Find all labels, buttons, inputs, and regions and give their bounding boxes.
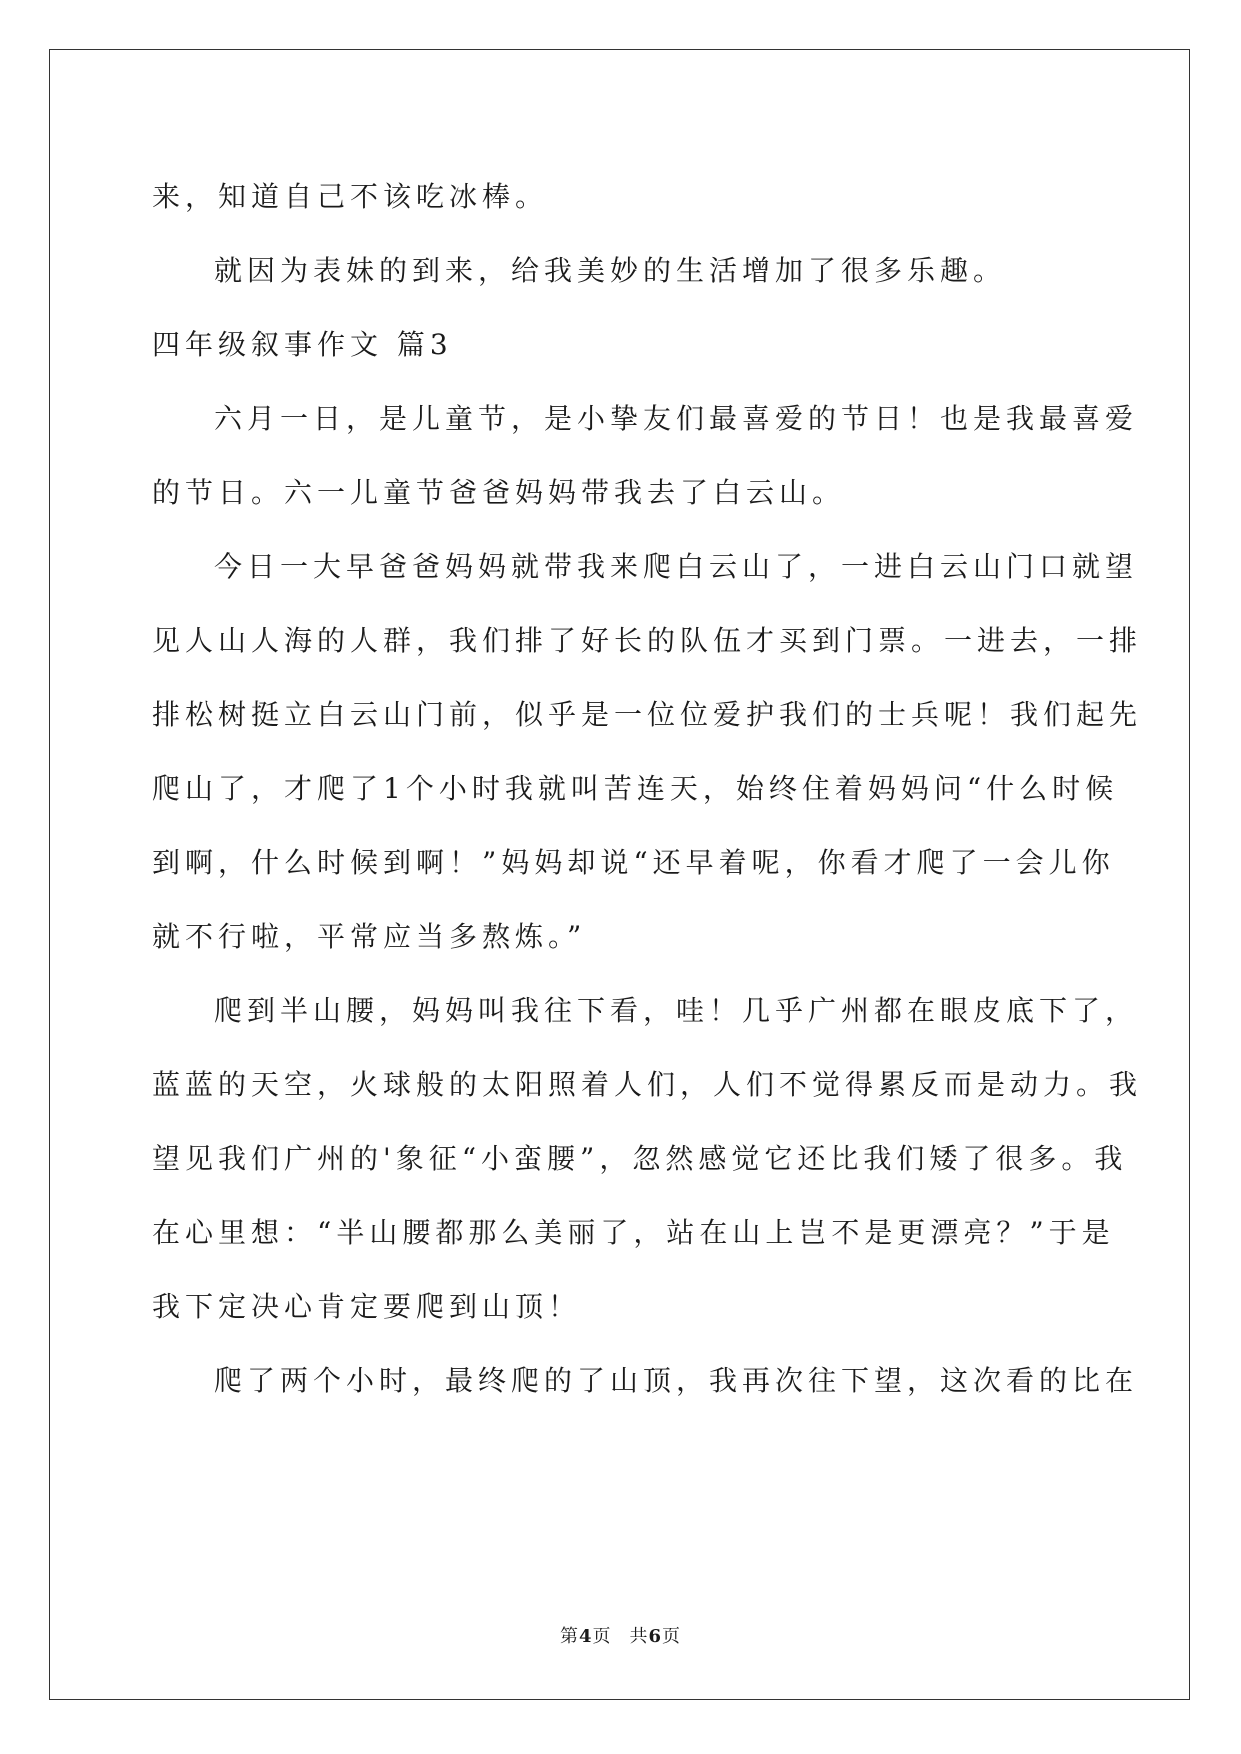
text-line: 排松树挺立白云山门前，似乎是一位位爱护我们的士兵呢！我们起先 — [152, 698, 1143, 731]
page-number-suffix: 页 — [592, 1626, 612, 1647]
total-pages-number: 6 — [648, 1626, 663, 1647]
text-line: 就不行啦，平常应当多熬炼。” — [152, 920, 587, 953]
text-line: 来，知道自己不该吃冰棒。 — [152, 180, 549, 213]
total-pages-suffix: 页 — [662, 1626, 682, 1647]
text-line: 在心里想：“半山腰都那么美丽了，站在山上岂不是更漂亮？”于是 — [152, 1216, 1115, 1249]
current-page-number: 4 — [578, 1626, 593, 1647]
total-pages-prefix: 共 — [629, 1626, 649, 1647]
text-line: 望见我们广州的'象征“小蛮腰”，忽然感觉它还比我们矮了很多。我 — [152, 1142, 1128, 1175]
section-heading: 四年级叙事作文 篇3 — [152, 328, 453, 361]
text-line: 爬了两个小时，最终爬的了山顶，我再次往下望，这次看的比在 — [214, 1364, 1139, 1397]
text-line: 到啊，什么时候到啊！”妈妈却说“还早着呢，你看才爬了一会儿你 — [152, 846, 1115, 879]
text-line: 我下定决心肯定要爬到山顶！ — [152, 1290, 582, 1323]
text-line: 爬到半山腰，妈妈叫我往下看，哇！几乎广州都在眼皮底下了， — [214, 994, 1139, 1027]
text-line: 的节日。六一儿童节爸爸妈妈带我去了白云山。 — [152, 476, 846, 509]
text-line: 蓝蓝的天空，火球般的太阳照着人们，人们不觉得累反而是动力。我 — [152, 1068, 1143, 1101]
text-line: 今日一大早爸爸妈妈就带我来爬白云山了，一进白云山门口就望 — [214, 550, 1139, 583]
text-line: 就因为表妹的到来，给我美妙的生活增加了很多乐趣。 — [214, 254, 1007, 287]
page-footer — [0, 1622, 1241, 1648]
text-line: 见人山人海的人群，我们排了好长的队伍才买到门票。一进去，一排 — [152, 624, 1143, 657]
text-line: 爬山了，才爬了1个小时我就叫苦连天，始终住着妈妈问“什么时候 — [152, 772, 1119, 805]
text-line: 六月一日，是儿童节，是小挚友们最喜爱的节日！也是我最喜爱 — [214, 402, 1139, 435]
page-number-prefix: 第 — [559, 1626, 579, 1647]
document-body — [152, 160, 1143, 1418]
